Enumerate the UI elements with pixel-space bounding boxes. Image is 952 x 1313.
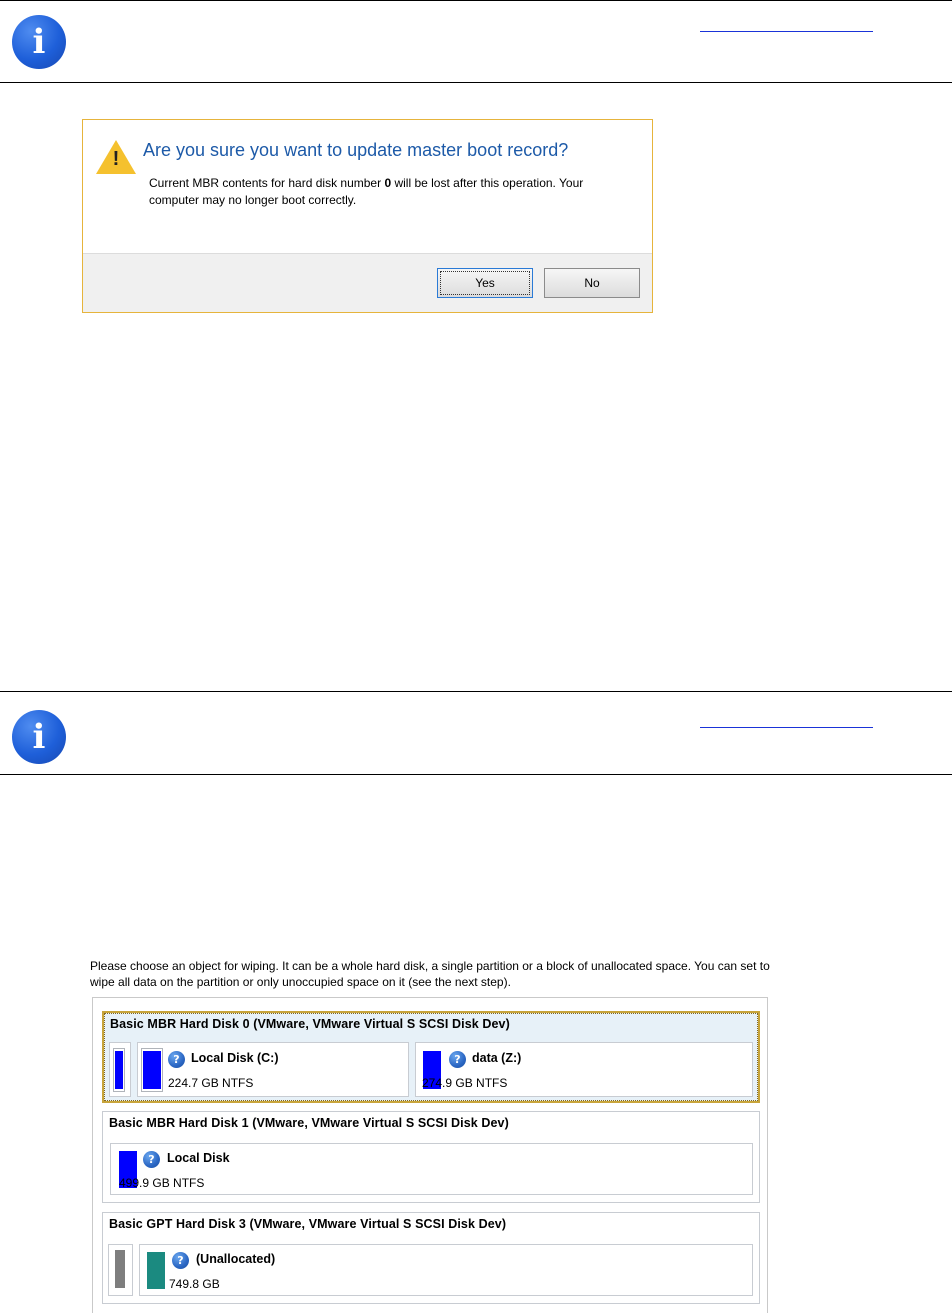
partition-size: 224.7 GB NTFS	[168, 1076, 254, 1090]
disk-item[interactable]	[102, 1212, 760, 1304]
partition-item[interactable]	[415, 1042, 753, 1097]
partition-size: 499.9 GB NTFS	[119, 1176, 205, 1190]
dialog-title: Are you sure you want to update master boot record?	[143, 140, 569, 160]
dialog-footer	[83, 253, 652, 312]
system-partition[interactable]	[109, 1042, 131, 1097]
help-icon: ?	[449, 1051, 466, 1068]
partition-item[interactable]	[110, 1143, 753, 1195]
disk-title: Basic GPT Hard Disk 3 (VMware, VMware Virtual S SCSI Disk Dev)	[109, 1217, 507, 1231]
reserved-partition[interactable]	[108, 1244, 133, 1296]
partition-name: data (Z:)	[472, 1051, 522, 1065]
partition-name: (Unallocated)	[196, 1252, 276, 1266]
info-note	[0, 691, 952, 775]
wipe-instructions: Please choose an object for wiping. It can be a whole hard disk, a single partition or a block of unallocated space. You can set to wipe all data on the partition or only unoccupied space on it (see the next step).	[90, 959, 770, 989]
partition-bar	[115, 1051, 123, 1089]
warning-icon-mark: !	[112, 148, 120, 170]
dialog-body	[83, 120, 652, 253]
partition-name: Local Disk	[167, 1151, 230, 1165]
partition-item[interactable]	[137, 1042, 409, 1097]
note-link[interactable]	[700, 716, 873, 728]
partition-name: Local Disk (C:)	[191, 1051, 279, 1065]
note-link[interactable]	[700, 20, 873, 32]
partition-bar	[143, 1051, 161, 1089]
yes-button-label: Yes	[440, 271, 530, 295]
partition-size: 749.8 GB	[169, 1277, 220, 1291]
disk-number: 0	[384, 176, 392, 190]
disk-list	[92, 997, 768, 1313]
info-icon: i	[12, 15, 66, 69]
disk-item[interactable]	[102, 1111, 760, 1203]
info-icon: i	[12, 710, 66, 764]
partition-bar	[115, 1250, 125, 1288]
partition-size: 274.9 GB NTFS	[422, 1076, 508, 1090]
disk-title: Basic MBR Hard Disk 0 (VMware, VMware Virtual S SCSI Disk Dev)	[110, 1017, 510, 1031]
dialog-message	[149, 175, 629, 209]
message-before: Current MBR contents for hard disk number	[149, 176, 385, 190]
disk-item[interactable]	[102, 1011, 760, 1103]
confirm-dialog	[82, 119, 653, 313]
partition-bar	[147, 1252, 165, 1289]
yes-button[interactable]	[437, 268, 533, 298]
help-icon: ?	[172, 1252, 189, 1269]
partition-item[interactable]	[139, 1244, 753, 1296]
no-button[interactable]: No	[544, 268, 640, 298]
message-after: will be lost after this operation. Your computer may no longer boot correctly.	[149, 176, 584, 207]
disk-title: Basic MBR Hard Disk 1 (VMware, VMware Virtual S SCSI Disk Dev)	[109, 1116, 509, 1130]
info-note	[0, 0, 952, 83]
help-icon: ?	[168, 1051, 185, 1068]
help-icon: ?	[143, 1151, 160, 1168]
